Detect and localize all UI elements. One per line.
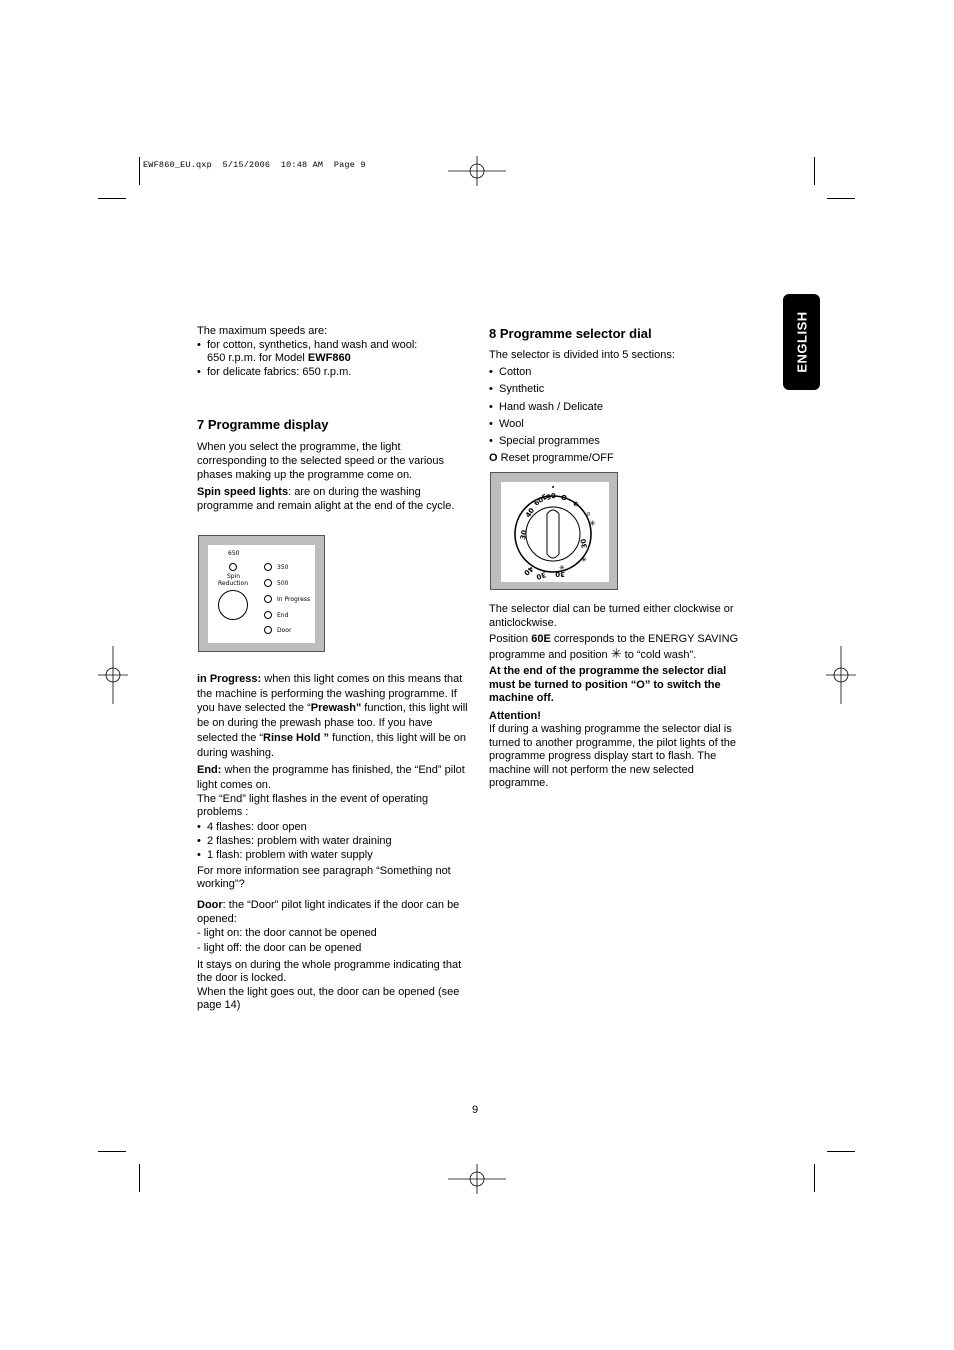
divided-para: The selector is divided into 5 sections: — [489, 349, 675, 361]
list-item: • 4 flashes: door open — [197, 820, 472, 834]
svg-text:✳: ✳ — [581, 556, 587, 564]
registration-mark-left — [98, 646, 128, 704]
svg-text:✳: ✳ — [559, 564, 565, 572]
goes-out-para: When the light goes out, the door can be opened (see page 14) — [197, 985, 460, 1012]
reset-para: O Reset programme/OFF — [489, 452, 614, 465]
list-item: • 1 flash: problem with water supply — [197, 848, 472, 862]
led-door-label: Door — [277, 627, 292, 634]
attention-para: If during a washing programme the selector dial is turned to another programme, the pilot lights of the programme progress display start to flash. The machine will not perform the new selected programme. — [489, 723, 737, 789]
svg-text:✳: ✳ — [589, 519, 596, 528]
s7-spin-para: Spin speed lights: are on during the washing programme and remain alight at the end of the cycle. — [197, 486, 455, 512]
door-off: - light off: the door can be opened — [197, 941, 362, 954]
spin-label: Spin — [227, 573, 241, 580]
in-progress-para: in Progress: when this light comes on this means that the machine is performing the washing programme. If you have selected the “Prewash" function, this light will be on during the prewash phase too. If you have selected the “Rinse Hold ” function, this light will be on during washing. — [197, 673, 468, 759]
stays-on-para: It stays on during the whole programme indicating that the door is locked. — [197, 958, 462, 985]
door-para: Door: the “Door” pilot light indicates if the door can be opened: — [197, 898, 460, 925]
control-panel-illustration — [198, 535, 325, 652]
svg-text:◐: ◐ — [572, 499, 581, 509]
crop-mark — [814, 1164, 815, 1192]
led-end-label: End — [277, 612, 289, 619]
led-500 — [264, 579, 272, 587]
section7-title: 7 Programme display — [197, 417, 329, 432]
list-item: • Cotton — [489, 364, 759, 381]
more-info-para: For more information see paragraph “Something not working”? — [197, 864, 451, 891]
led-door — [264, 626, 272, 634]
list-item: • 2 flashes: problem with water draining — [197, 834, 472, 848]
section8-details — [489, 603, 754, 791]
svg-text:40: 40 — [522, 564, 535, 577]
crop-mark — [827, 1151, 855, 1152]
cold-wash-icon: ✳ — [610, 645, 622, 661]
end-para: End: when the programme has finished, the “End” pilot light comes on. — [197, 764, 465, 791]
crop-mark — [98, 198, 126, 199]
led-500-label: 500 — [277, 580, 289, 587]
spin-reduction-button — [218, 590, 248, 620]
svg-text:90: 90 — [545, 491, 557, 502]
dial-para: The selector dial can be turned either clockwise or anticlockwise. — [489, 603, 734, 629]
crop-mark — [814, 157, 815, 185]
list-item: • for cotton, synthetics, hand wash and wool: 650 r.p.m. for Model EWF860 — [197, 339, 467, 366]
led-in-progress — [264, 595, 272, 603]
section8-body — [489, 347, 759, 467]
page-number: 9 — [472, 1104, 479, 1116]
crop-mark — [139, 157, 140, 185]
svg-text:60E: 60E — [532, 492, 550, 508]
end-flash-para: The “End” light flashes in the event of operating problems : — [197, 792, 429, 819]
svg-text:O: O — [561, 494, 567, 502]
list-item: • Special programmes — [489, 433, 759, 450]
led-350 — [264, 563, 272, 571]
list-item: • Hand wash / Delicate — [489, 399, 759, 416]
registration-mark-bottom — [448, 1164, 506, 1194]
crop-mark — [98, 1151, 126, 1152]
speed-650-label: 650 — [228, 550, 240, 557]
registration-mark-top — [448, 156, 506, 186]
dial-drawing — [501, 482, 609, 582]
list-item: • Wool — [489, 416, 759, 433]
max-speeds-intro: The maximum speeds are: — [197, 325, 328, 337]
position-para: Position 60E corresponds to the ENERGY SAVING programme and position ✳ to “cold wash”. — [489, 633, 739, 661]
door-on: - light on: the door cannot be opened — [197, 926, 377, 939]
led-in-progress-label: In Progress — [277, 596, 311, 603]
led-350-label: 350 — [277, 564, 289, 571]
section7-details — [197, 672, 472, 1013]
max-speeds-block — [197, 325, 467, 379]
selector-dial-illustration — [490, 472, 618, 590]
svg-text:40: 40 — [524, 506, 537, 520]
svg-text:⚲: ⚲ — [583, 510, 592, 519]
section8-title: 8 Programme selector dial — [489, 326, 652, 341]
reduction-label: Reduction — [218, 580, 248, 587]
language-tab — [783, 294, 820, 390]
crop-mark — [139, 1164, 140, 1192]
led-650 — [229, 563, 237, 571]
s7-para1: When you select the programme, the light corresponding to the selected speed or the various phases making up the programme come on. — [197, 441, 445, 481]
print-header: EWF860_EU.qxp 5/15/2006 10:48 AM Page 9 — [143, 160, 366, 170]
svg-text:30: 30 — [535, 570, 548, 581]
svg-text:30: 30 — [579, 538, 589, 550]
registration-mark-right — [826, 646, 856, 704]
model-name: EWF860 — [307, 352, 351, 364]
attention-label: Attention! — [489, 709, 541, 722]
crop-mark — [827, 198, 855, 199]
svg-text:30: 30 — [519, 529, 529, 541]
list-item: • for delicate fabrics: 650 r.p.m. — [197, 366, 467, 380]
bold-notice: At the end of the programme the selector dial must be turned to position “O” to switch the machine off. — [489, 665, 727, 704]
svg-text:30: 30 — [555, 570, 565, 578]
led-end — [264, 611, 272, 619]
language-tab-label: ENGLISH — [794, 311, 809, 373]
section7-body — [197, 440, 469, 513]
list-item: • Synthetic — [489, 381, 759, 398]
